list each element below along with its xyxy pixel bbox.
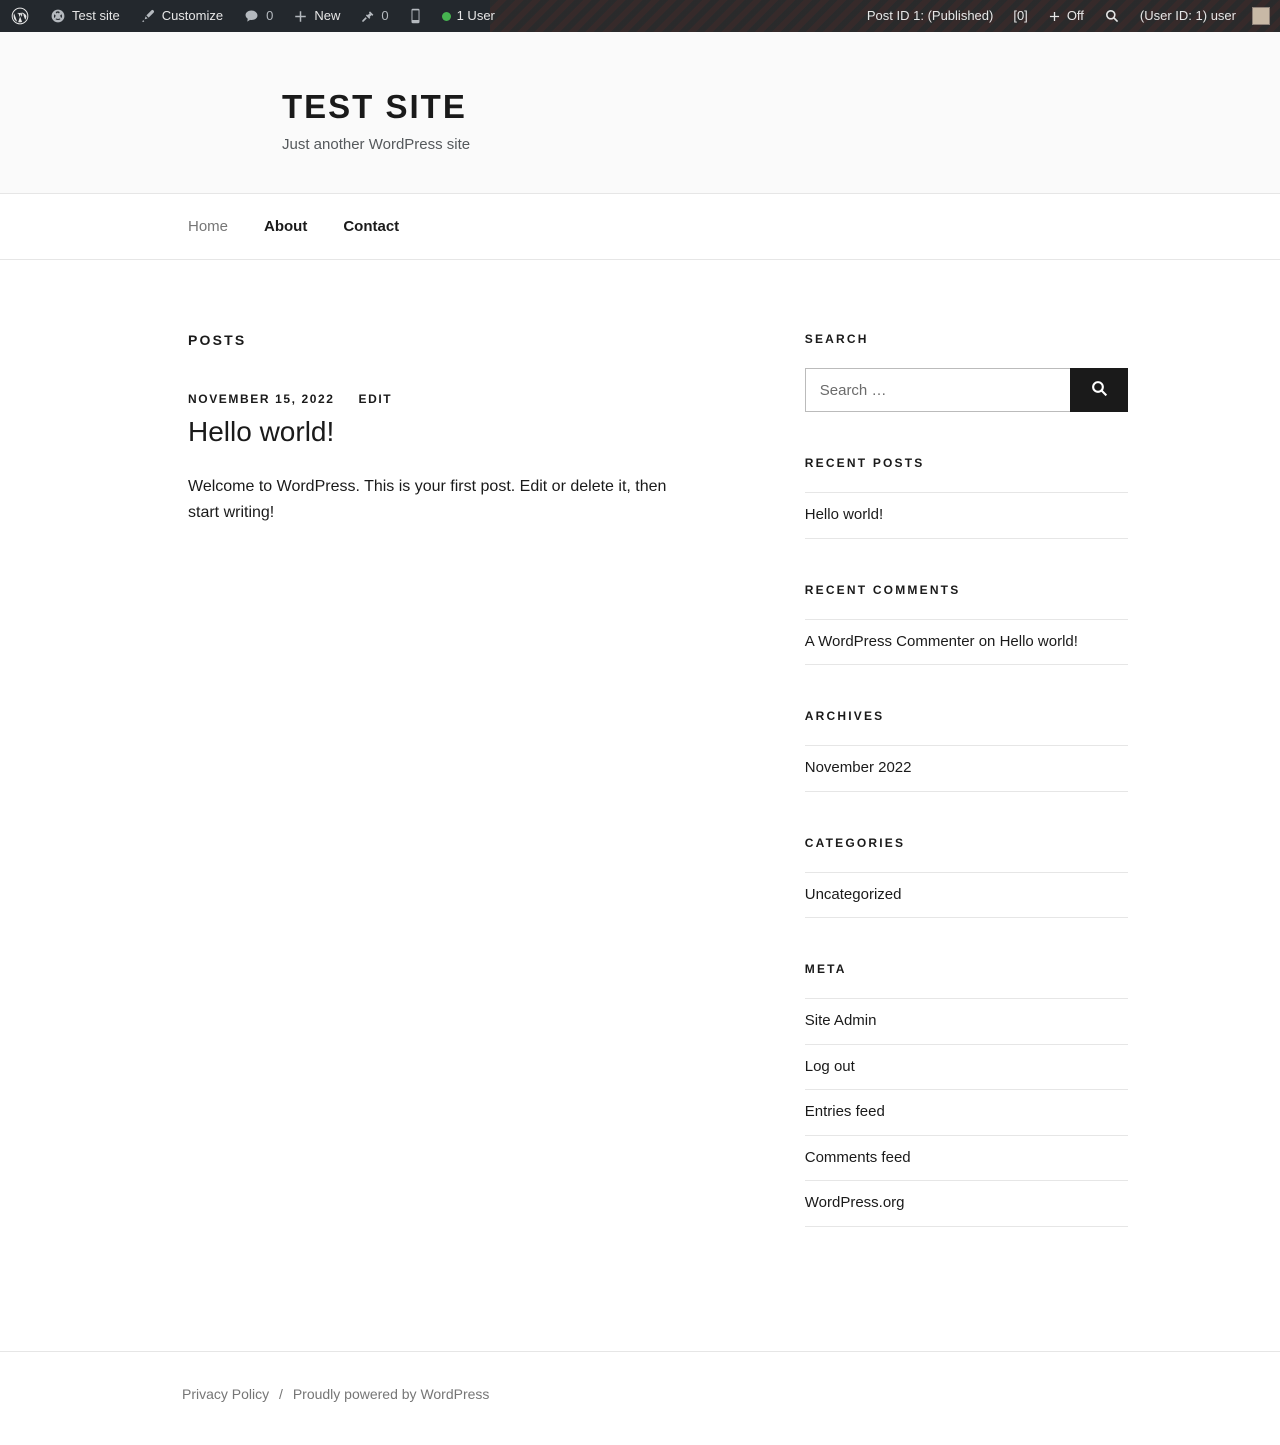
archive-link[interactable]: November 2022 (804, 759, 912, 776)
admin-bar-new[interactable] (283, 0, 350, 32)
widget-search (805, 332, 1128, 412)
toggle-plus-icon (1048, 10, 1061, 23)
widget-archives-title: ARCHIVES (804, 709, 885, 723)
recent-post-link[interactable]: Hello world! (804, 506, 884, 523)
meta-link-site-admin[interactable]: Site Admin (804, 1012, 877, 1029)
comment-post-link[interactable]: Hello world! (999, 632, 1078, 650)
nav-item-contact[interactable] (343, 218, 399, 236)
admin-bar-comments-count: 0 (266, 8, 274, 23)
meta-link-wordpress-org[interactable]: WordPress.org (804, 1194, 905, 1211)
footer-inner (182, 1386, 1280, 1402)
wordpress-logo-icon (10, 6, 30, 26)
meta-list (805, 998, 1128, 1227)
page-title[interactable]: TEST SITE (282, 88, 467, 125)
widget-meta (805, 962, 1128, 1227)
widget-recent-comments (805, 583, 1128, 666)
admin-bar-toggle[interactable] (1038, 0, 1094, 32)
admin-bar-plugin-updates[interactable] (350, 0, 398, 32)
admin-bar-comments[interactable] (233, 0, 283, 32)
widget-search-title: SEARCH (804, 332, 869, 346)
nav-link-contact[interactable]: Contact (343, 218, 400, 235)
admin-bar-site-name-label: Test site (72, 8, 120, 23)
admin-bar-new-label: New (314, 8, 341, 23)
post-content (188, 474, 727, 526)
primary-content (188, 332, 727, 1271)
admin-bar-device-preview[interactable] (399, 0, 432, 32)
list-item[interactable] (805, 998, 1128, 1045)
site-footer (0, 1351, 1280, 1436)
paintbrush-icon (140, 8, 156, 24)
online-status-icon (442, 12, 451, 21)
categories-list (805, 872, 1128, 919)
content-area (188, 260, 1128, 1351)
widget-meta-title: META (804, 962, 847, 976)
widget-recent-posts-title: RECENT POSTS (804, 456, 925, 470)
admin-bar-left-group (0, 0, 505, 32)
widget-categories-title: CATEGORIES (804, 835, 906, 850)
nav-link-about[interactable]: About (264, 218, 308, 235)
archives-list (805, 745, 1128, 792)
nav-item-about[interactable] (264, 218, 307, 236)
meta-link-log-out[interactable]: Log out (804, 1057, 855, 1075)
admin-bar-site-name[interactable] (40, 0, 130, 32)
recent-comments-list (805, 619, 1128, 666)
search-icon (1090, 379, 1109, 401)
admin-bar-post-status: Post ID 1: (Published) (866, 8, 994, 23)
comment-bubble-icon (243, 8, 260, 25)
post-title[interactable] (188, 416, 727, 448)
posts-heading: POSTS (188, 332, 247, 348)
search-input[interactable] (805, 368, 1070, 412)
nav-link-home[interactable]: Home (188, 218, 229, 235)
post-date-link[interactable]: NOVEMBER 15, 2022 (188, 392, 335, 406)
dashboard-home-icon (50, 8, 66, 24)
site-header (0, 32, 1280, 194)
comment-on-word: on (978, 632, 996, 650)
list-item[interactable] (805, 1045, 1128, 1091)
comment-author[interactable]: A WordPress Commenter (804, 632, 975, 650)
plugin-icon (360, 9, 375, 24)
list-item[interactable] (805, 492, 1128, 539)
plus-icon (293, 9, 308, 24)
post-article (188, 392, 727, 526)
post-title-text: Hello world! (188, 416, 335, 447)
post-body-text: Welcome to WordPress. This is your first post. Edit or delete it, then start writing! (188, 478, 667, 521)
admin-bar-customize-label: Customize (161, 8, 224, 23)
list-item[interactable] (805, 1181, 1128, 1227)
list-item[interactable] (805, 745, 1128, 792)
nav-list (188, 194, 1280, 260)
widget-archives (805, 709, 1128, 792)
site-description: Just another WordPress site (282, 136, 471, 153)
admin-bar-customize[interactable] (130, 0, 233, 32)
post-meta (188, 392, 727, 406)
admin-bar-users-online[interactable] (432, 0, 505, 32)
site-header-wrap (94, 88, 1186, 153)
widget-recent-posts (805, 456, 1128, 539)
meta-link-comments-feed[interactable]: Comments feed (804, 1148, 911, 1166)
admin-bar-user-label: (User ID: 1) user (1139, 8, 1236, 23)
search-form (805, 368, 1128, 412)
widget-recent-comments-title: RECENT COMMENTS (804, 582, 961, 597)
widget-categories (805, 836, 1128, 919)
sidebar (805, 332, 1128, 1271)
footer-credit-link[interactable]: Proudly powered by WordPress (292, 1385, 490, 1402)
main-navigation (0, 194, 1280, 260)
nav-item-home[interactable] (188, 218, 228, 236)
list-item[interactable] (805, 619, 1128, 666)
admin-bar-bracket-count: [0] (1013, 8, 1028, 23)
meta-link-entries-feed[interactable]: Entries feed (804, 1103, 885, 1120)
site-branding (282, 88, 1186, 153)
admin-bar-users-online-label: 1 User (456, 8, 495, 23)
admin-bar-search[interactable] (1094, 0, 1130, 32)
list-item[interactable] (805, 872, 1128, 919)
admin-bar-wp-logo[interactable] (0, 0, 40, 32)
footer-privacy-link[interactable]: Privacy Policy (182, 1385, 270, 1402)
search-submit-button[interactable] (1070, 368, 1128, 412)
mobile-device-icon (409, 8, 422, 24)
admin-bar (0, 0, 1280, 32)
admin-bar-right-group (857, 0, 1280, 32)
post-edit-link[interactable]: EDIT (358, 392, 393, 406)
recent-posts-list (805, 492, 1128, 539)
avatar[interactable] (1252, 7, 1270, 25)
list-item[interactable] (805, 1136, 1128, 1182)
search-icon (1104, 8, 1120, 24)
footer-separator: / (279, 1385, 283, 1402)
admin-bar-plugin-count: 0 (381, 8, 389, 23)
list-item[interactable] (805, 1090, 1128, 1136)
admin-bar-toggle-label: Off (1066, 8, 1084, 23)
category-link[interactable]: Uncategorized (804, 885, 902, 903)
